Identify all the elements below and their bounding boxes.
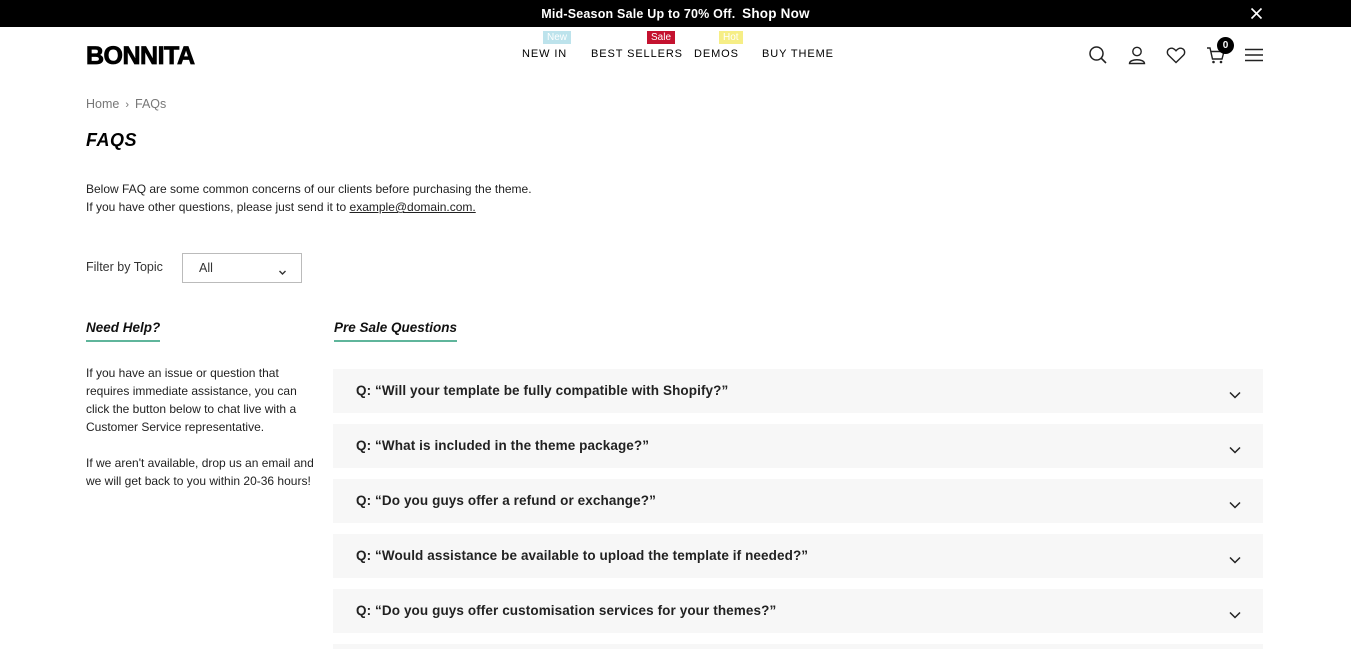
nav-label: BEST SELLERS [591, 48, 683, 60]
account-icon[interactable] [1126, 44, 1148, 66]
chevron-down-icon [1229, 606, 1241, 624]
faq-question: Q: “Will your template be fully compatible with Shopify?” [356, 383, 729, 398]
faq-item[interactable] [333, 534, 1263, 578]
faq-question: Q: “What is included in the theme package?” [356, 438, 650, 453]
nav-label: DEMOS [694, 48, 739, 60]
faq-question: Q: “Do you guys offer customisation services for your themes?” [356, 603, 777, 618]
breadcrumb-separator: › [125, 99, 130, 111]
announcement-text [0, 6, 1351, 21]
announcement-bar [0, 0, 1351, 27]
logo[interactable]: BONNITA [86, 42, 195, 70]
nav-label: NEW IN [522, 48, 568, 60]
chevron-down-icon [278, 264, 287, 282]
topic-filter-select[interactable] [182, 253, 302, 283]
menu-hamburger-icon[interactable] [1243, 44, 1265, 66]
faq-item-partial[interactable] [333, 644, 1263, 649]
intro-line-2 [86, 198, 532, 216]
search-icon[interactable] [1087, 44, 1109, 66]
new-badge: New [543, 31, 571, 44]
filter-label: Filter by Topic [86, 260, 163, 274]
hot-badge: Hot [719, 31, 743, 44]
help-paragraph-1: If you have an issue or question that requires immediate assistance, you can click the button below to chat live with a Customer Service representative. [86, 366, 297, 434]
faq-intro [86, 180, 532, 216]
sale-badge: Sale [647, 31, 675, 44]
breadcrumb-current: FAQs [135, 97, 167, 111]
page-title: FAQS [86, 130, 138, 150]
shop-now-link[interactable]: Shop Now [742, 6, 810, 21]
faq-item[interactable] [333, 589, 1263, 633]
contact-email-link[interactable]: example@domain.com. [349, 200, 476, 214]
breadcrumb-home-link[interactable]: Home [86, 97, 120, 111]
faq-question: Q: “Would assistance be available to upload the template if needed?” [356, 548, 809, 563]
chevron-down-icon [1229, 386, 1241, 404]
wishlist-heart-icon[interactable] [1165, 44, 1187, 66]
help-paragraph-2: If we aren't available, drop us an email and we will get back to you within 20-36 hours! [86, 456, 314, 488]
faq-accordion [333, 369, 1263, 649]
site-header [0, 27, 1351, 83]
nav-item-buy-theme[interactable] [762, 48, 834, 60]
faq-item[interactable] [333, 424, 1263, 468]
breadcrumb [86, 97, 166, 111]
need-help-heading: Need Help? [86, 320, 160, 342]
close-icon[interactable] [1250, 7, 1263, 20]
intro-line-2-text: If you have other questions, please just send it to [86, 200, 347, 214]
faq-item[interactable] [333, 479, 1263, 523]
faq-question: Q: “Do you guys offer a refund or exchange?” [356, 493, 656, 508]
faq-item[interactable] [333, 369, 1263, 413]
need-help-text [86, 364, 316, 490]
intro-line-1: Below FAQ are some common concerns of our clients before purchasing the theme. [86, 182, 532, 196]
nav-item-best-sellers[interactable] [591, 32, 683, 60]
nav-label: BUY THEME [762, 48, 834, 60]
topic-filter-value: All [199, 261, 213, 275]
cart-count-badge: 0 [1217, 37, 1234, 54]
chevron-down-icon [1229, 551, 1241, 569]
announcement-message: Mid-Season Sale Up to 70% Off. [541, 7, 736, 21]
cart-icon[interactable] [1205, 40, 1229, 66]
pre-sale-questions-heading: Pre Sale Questions [334, 320, 457, 342]
chevron-down-icon [1229, 441, 1241, 459]
nav-item-new-in[interactable] [522, 32, 568, 60]
chevron-down-icon [1229, 496, 1241, 514]
nav-item-demos[interactable] [694, 32, 739, 60]
